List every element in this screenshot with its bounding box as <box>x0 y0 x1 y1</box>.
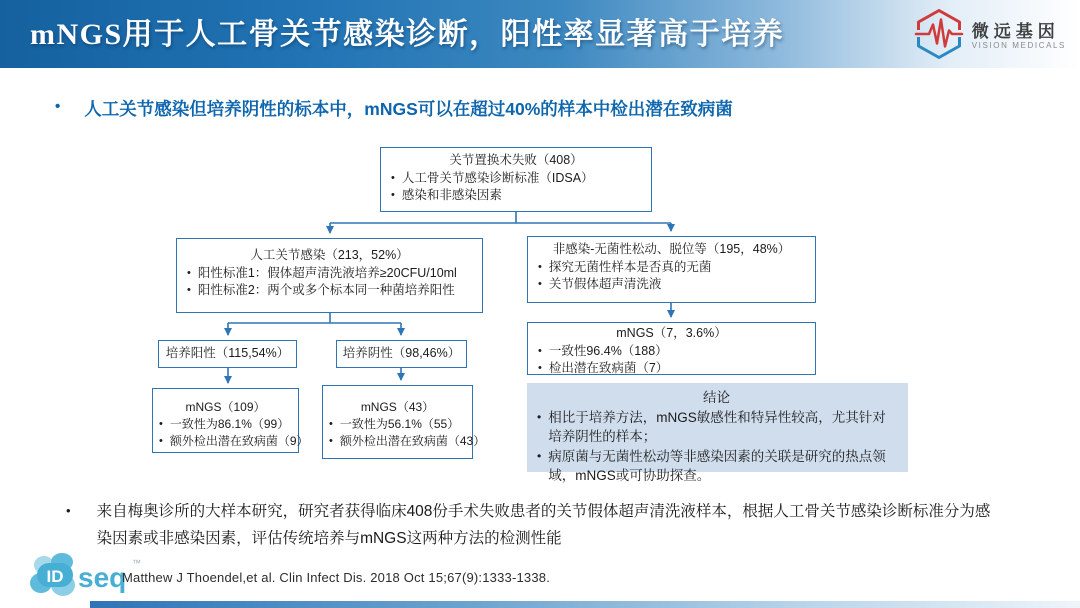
flow-box-culture-negative <box>336 340 467 368</box>
idseq-logo-id-text: ID <box>46 567 64 586</box>
flow-box-root-bullet-1: • 人工骨关节感染诊断标准（IDSA） <box>401 170 594 185</box>
flow-box-root <box>380 147 652 212</box>
flow-box-infection-bullet-1: • 阳性标准1：假体超声清洗液培养≥20CFU/10ml <box>197 265 457 280</box>
flow-box-mngs-culture-negative-bullet-2: • 额外检出潜在致病菌（43） <box>339 434 486 449</box>
brand-name-cn: 微远基因 <box>971 21 1060 41</box>
flow-box-root-title: 关节置换术失败（408） <box>449 153 583 167</box>
bottom-accent-bar <box>90 601 1080 608</box>
flow-box-infection <box>176 238 483 313</box>
flow-box-non-infection-bullet-2: • 关节假体超声清洗液 <box>548 277 662 292</box>
flow-box-culture-positive-title: 培养阳性（115,54%） <box>165 346 290 361</box>
flow-box-non-infection-bullet-1: • 探究无菌性样本是否真的无菌 <box>548 259 712 274</box>
flow-box-mngs-non-infection-title: mNGS（7，3.6%） <box>616 326 727 340</box>
flow-box-non-infection-title: 非感染-无菌性松动、脱位等（195，48%） <box>552 242 791 256</box>
flow-box-mngs-non-infection-bullet-2: • 检出潜在致病菌（7） <box>548 361 669 376</box>
flow-box-infection-bullet-2: • 阳性标准2：两个或多个标本同一种菌培养阳性 <box>197 283 455 298</box>
key-point-text: • 人工关节感染但培养阴性的标本中，mNGS可以在超过40%的样本中检出潜在致病菌 <box>84 99 733 119</box>
flow-box-culture-positive <box>158 340 297 368</box>
idseq-logo-seq-text: seq <box>78 562 127 593</box>
flow-box-culture-negative-title: 培养阴性（98,46%） <box>342 346 461 361</box>
brand-name-en: VISION MEDICALS <box>971 41 1066 51</box>
conclusion-title: 结论 <box>703 390 730 405</box>
summary-bullet <box>66 498 996 552</box>
summary-text: • 来自梅奥诊所的大样本研究，研究者获得临床408份手术失败患者的关节假体超声清洗液样本，根据人工骨关节感染诊断标准分为感染因素或非感染因素，评估传统培养与mNGS这两种方法的检测性能 <box>96 503 991 548</box>
flow-box-mngs-culture-positive-title: mNGS（109） <box>185 400 266 414</box>
citation-text: Matthew J Thoendel,et al. Clin Infect Dis. 2018 Oct 15;67(9):1333-1338. <box>122 570 551 585</box>
flow-box-conclusion <box>527 383 908 484</box>
idseq-trademark: ™ <box>132 558 141 568</box>
conclusion-bullet-2: • 病原菌与无菌性松动等非感染因素的关联是研究的热点领域，mNGS或可协助探查。 <box>548 448 886 484</box>
flow-box-mngs-culture-negative-title: mNGS（43） <box>360 400 435 414</box>
flow-box-mngs-culture-positive-bullet-1: • 一致性为86.1%（99） <box>169 416 290 431</box>
flow-box-mngs-culture-positive <box>152 388 309 453</box>
flow-box-mngs-culture-negative <box>322 385 486 459</box>
flow-box-non-infection <box>527 236 816 303</box>
flow-box-infection-title: 人工关节感染（213，52%） <box>250 248 409 262</box>
flow-box-mngs-non-infection-bullet-1: • 一致性96.4%（188） <box>548 343 668 358</box>
flow-box-mngs-non-infection <box>527 322 816 375</box>
page-title: mNGS用于人工骨关节感染诊断，阳性率显著高于培养 <box>30 18 785 51</box>
flow-box-mngs-culture-negative-bullet-1: • 一致性为56.1%（55） <box>339 416 460 431</box>
conclusion-bullet-1: • 相比于培养方法，mNGS敏感性和特异性较高，尤其针对培养阴性的样本； <box>548 409 886 445</box>
flow-box-mngs-culture-positive-bullet-2: • 额外检出潜在致病菌（9） <box>169 434 309 449</box>
flow-box-root-bullet-2: • 感染和非感染因素 <box>401 188 502 203</box>
